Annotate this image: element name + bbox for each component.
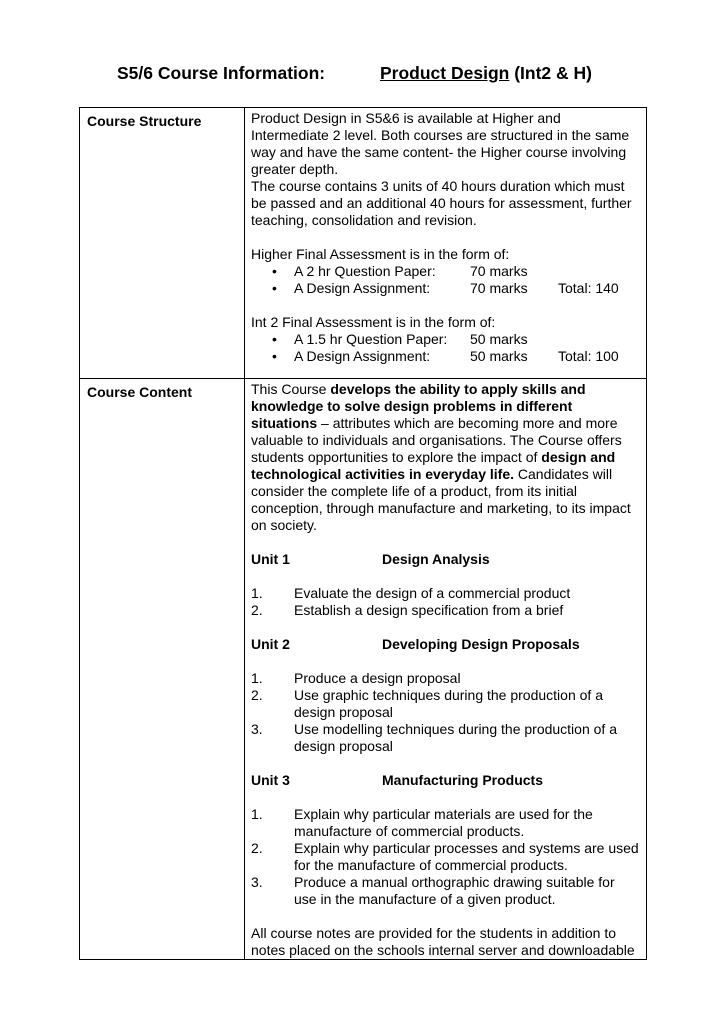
assessment-marks: 50 marks xyxy=(470,331,528,347)
list-item: 2. Explain why particular processes and systems are used for the manufacture of commercial products. xyxy=(251,840,639,873)
assessment-marks: 70 marks xyxy=(470,280,528,296)
course-content-label: Course Content xyxy=(80,379,245,960)
assessment-total: Total: 100 xyxy=(558,348,619,364)
course-content-row xyxy=(80,379,647,960)
list-item: 3. Produce a manual orthographic drawing suitable for use in the manufacture of a given product. xyxy=(251,874,615,907)
title-level: (Int2 & H) xyxy=(509,63,592,83)
course-structure-label: Course Structure xyxy=(80,108,245,379)
title-subject: Product Design xyxy=(380,63,510,83)
title-prefix: S5/6 Course Information: xyxy=(117,63,326,83)
list-item: 2. Use graphic techniques during the production of a design proposal xyxy=(251,687,603,720)
unit-3-heading: Unit 3 Manufacturing Products xyxy=(251,772,544,788)
list-item: 3. Use modelling techniques during the production of a design proposal xyxy=(251,721,617,754)
unit-3-outcomes xyxy=(251,806,640,908)
assessment-name: A Design Assignment: xyxy=(294,348,431,364)
list-item: 1. Produce a design proposal xyxy=(251,670,461,686)
list-item: 2. Establish a design specification from a brief xyxy=(251,602,564,618)
list-item xyxy=(272,348,640,365)
unit-2-outcomes xyxy=(251,670,640,755)
course-content-body xyxy=(245,379,647,960)
list-item xyxy=(272,263,640,280)
unit-2-heading: Unit 2 Developing Design Proposals xyxy=(251,636,580,652)
content-paragraph: This Course develops the ability to apply skills and knowledge to solve design problems in different situations – attributes which are becoming more and more valuable to individuals and organisations. The Course offers students opportunities to explore the impact of design and technological activities in everyday life. Candidates will consider the complete life of a product, from its initial conception, through manufacture and marketing, to its impact on society. xyxy=(251,381,631,533)
assessment-name: A 2 hr Question Paper: xyxy=(294,263,436,279)
unit-1-heading: Unit 1 Design Analysis xyxy=(251,551,490,567)
int2-assessment-list xyxy=(251,331,640,365)
course-info-table xyxy=(79,107,647,960)
assessment-name: A 1.5 hr Question Paper: xyxy=(294,331,448,347)
course-structure-row xyxy=(80,108,647,379)
list-item: 1. Explain why particular materials are used for the manufacture of commercial products. xyxy=(251,806,593,839)
assessment-name: A Design Assignment: xyxy=(294,280,431,296)
unit-1-outcomes xyxy=(251,585,640,619)
list-item xyxy=(272,280,640,297)
structure-units: The course contains 3 units of 40 hours duration which must be passed and an additional 40 hours for assessment, further teaching, consolidation and revision. xyxy=(251,178,632,228)
higher-assessment-list xyxy=(251,263,640,297)
course-notes-text: All course notes are provided for the students in addition to notes placed on the schools internal server and downloadable xyxy=(251,925,635,958)
course-structure-body xyxy=(245,108,647,379)
assessment-marks: 50 marks xyxy=(470,348,528,364)
int2-assessment-heading: Int 2 Final Assessment is in the form of: xyxy=(251,314,496,330)
assessment-marks: 70 marks xyxy=(470,263,528,279)
list-item: 1. Evaluate the design of a commercial product xyxy=(251,585,571,601)
higher-assessment-heading: Higher Final Assessment is in the form of: xyxy=(251,246,510,262)
assessment-total: Total: 140 xyxy=(558,280,619,296)
title-subject-line xyxy=(380,63,592,84)
structure-intro: Product Design in S5&6 is available at Higher and Intermediate 2 level. Both courses are structured in the same way and have the same content- the Higher course involving greater depth. xyxy=(251,110,630,177)
list-item xyxy=(272,331,640,348)
content-emphasis: develops the ability to apply skills and knowledge to solve design problems in different situations xyxy=(251,381,586,431)
content-emphasis: design and technological activities in everyday life. xyxy=(251,449,616,482)
